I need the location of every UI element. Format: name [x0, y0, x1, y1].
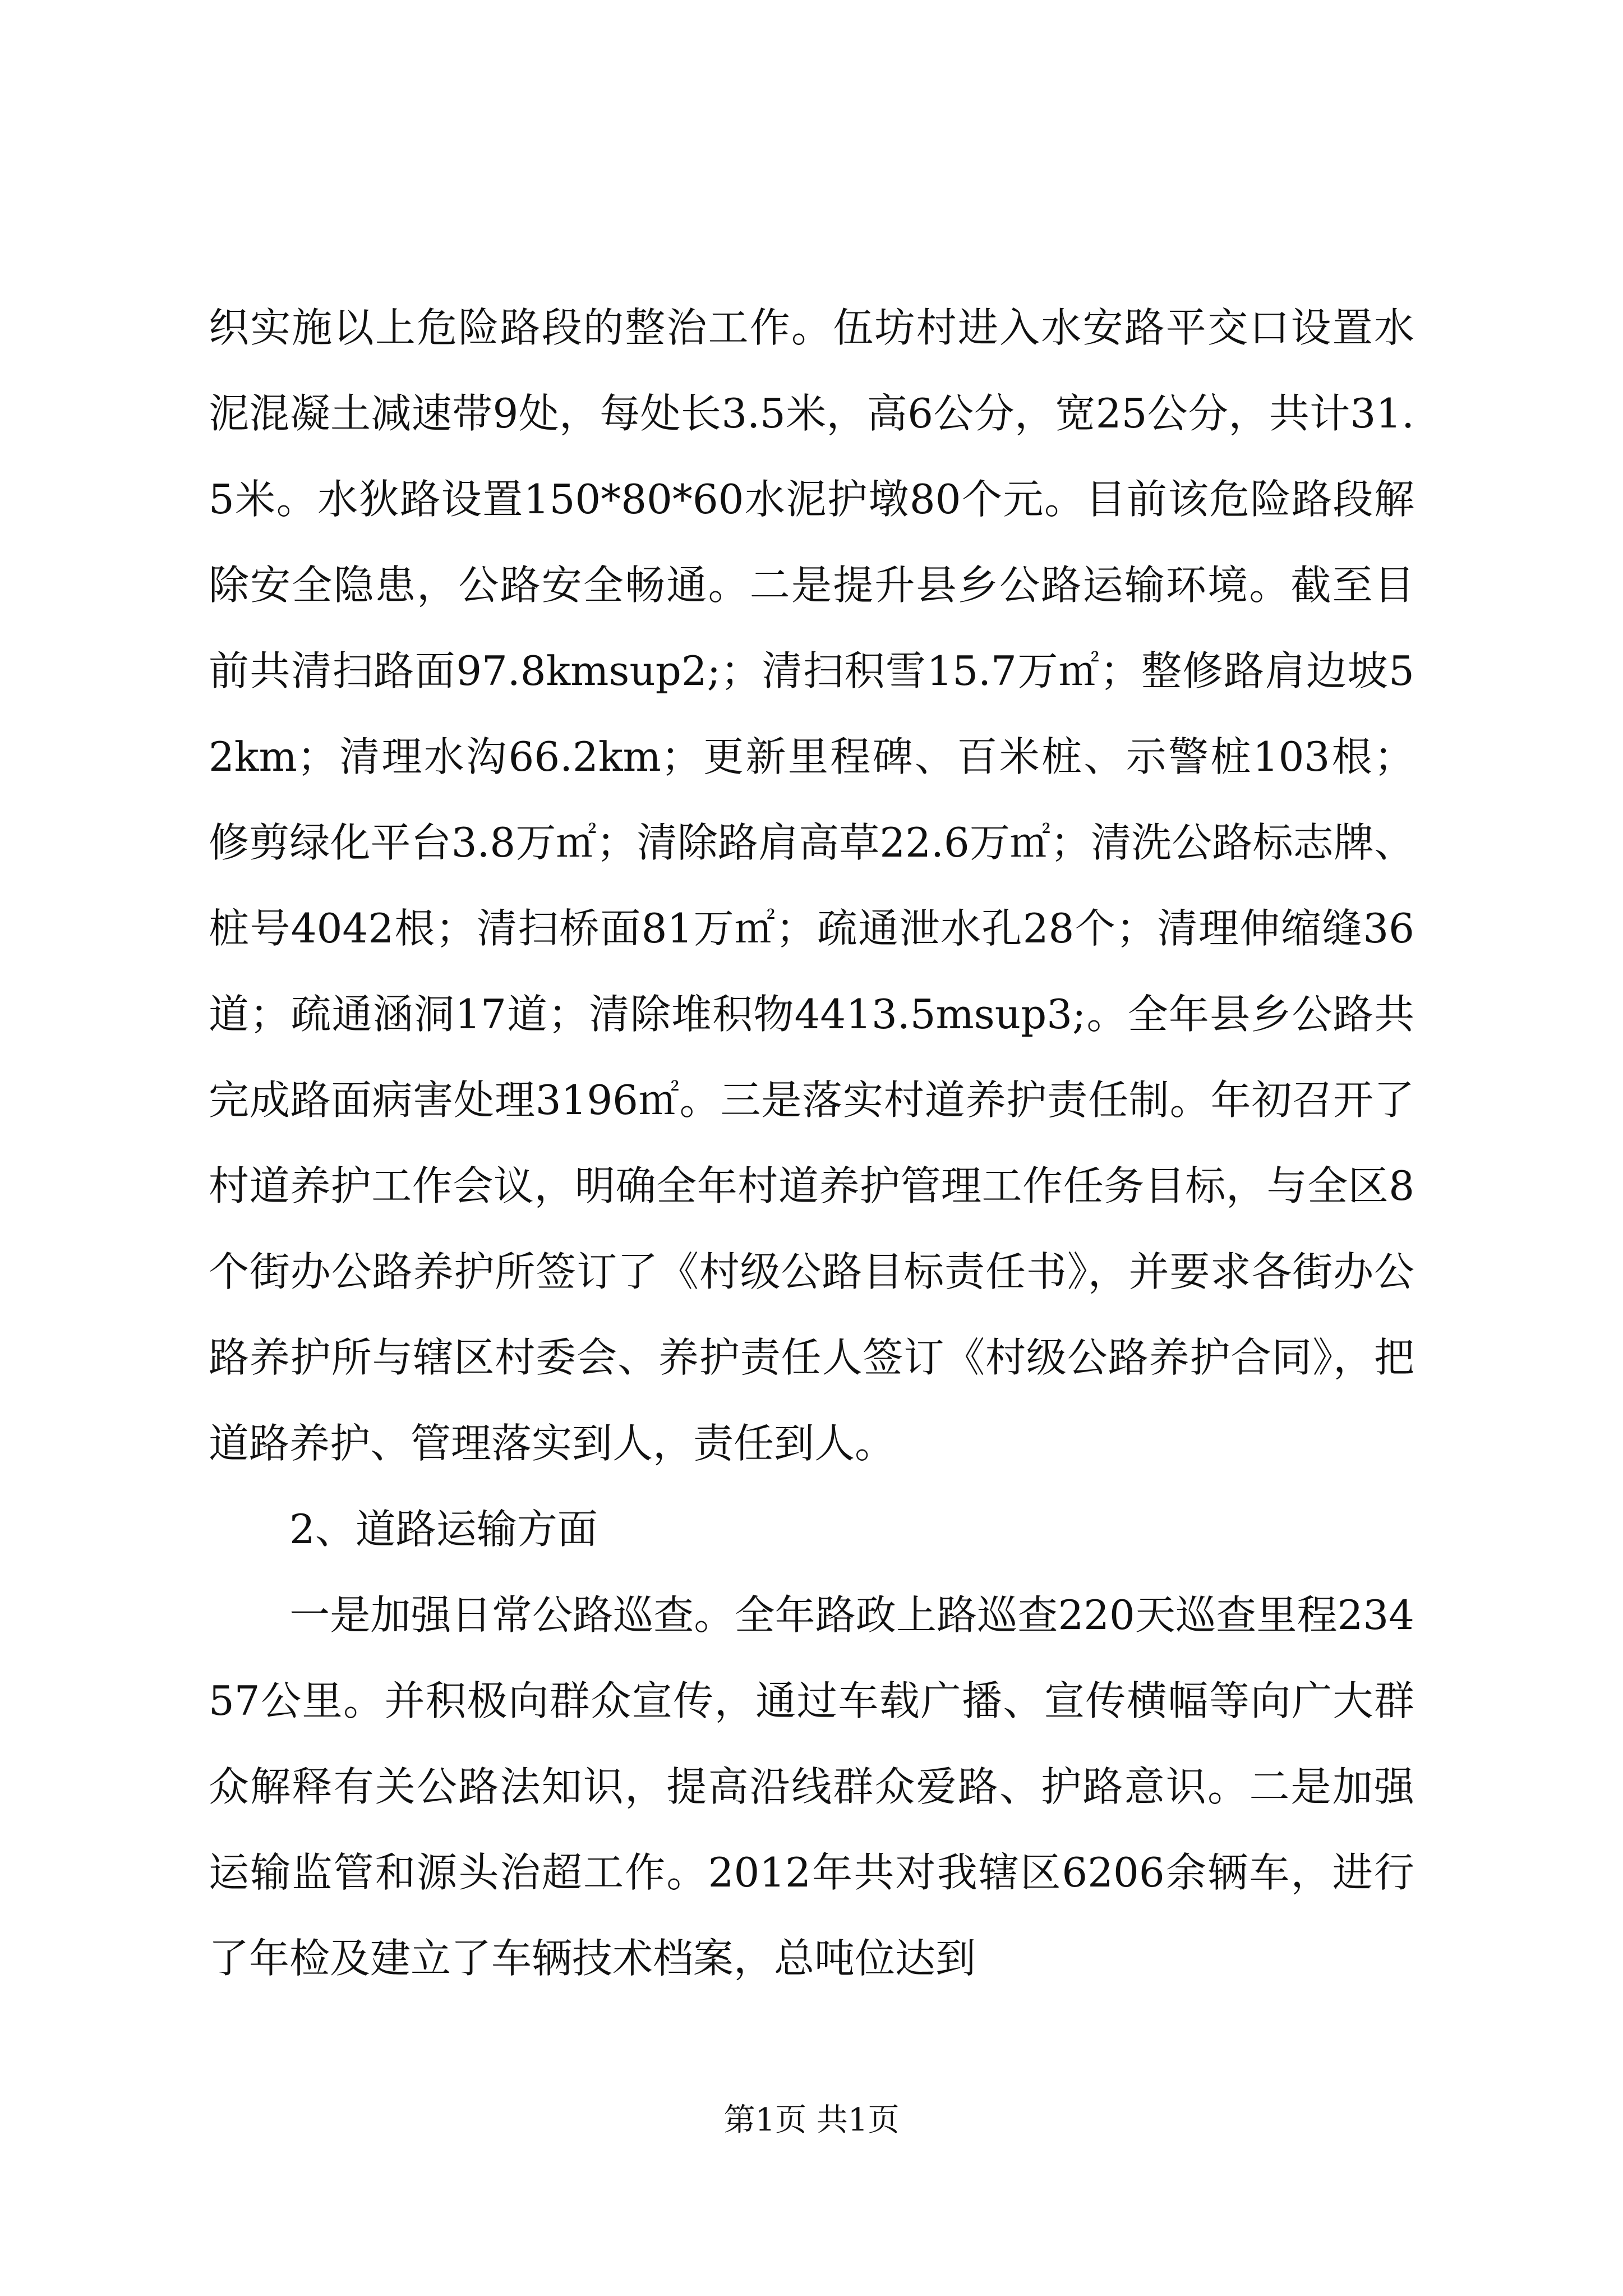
- body-paragraph: 织实施以上危险路段的整治工作。伍坊村进入水安路平交口设置水泥混凝土减速带9处，每处长3.5米，高6公分，宽25公分，共计31.5米。水狄路设置150*80*60水泥护墩80个元。目前该危险路段解除安全隐患，公路安全畅通。二是提升县乡公路运输环境。截至目前共清扫路面97.8kmsup2;；清扫积雪15.7万㎡；整修路肩边坡52km；清理水沟66.2km；更新里程碑、百米桩、示警桩103根；修剪绿化平台3.8万㎡；清除路肩高草22.6万㎡；清洗公路标志牌、桩号4042根；清扫桥面81万㎡；疏通泄水孔28个；清理伸缩缝36道；疏通涵洞17道；清除堆积物4413.5msup3;。全年县乡公路共完成路面病害处理3196㎡。三是落实村道养护责任制。年初召开了村道养护工作会议，明确全年村道养护管理工作任务目标，与全区8个街办公路养护所签订了《村级公路目标责任书》，并要求各街办公路养护所与辖区村委会、养护责任人签订《村级公路养护合同》，把道路养护、管理落实到人，责任到人。: [209, 304, 1414, 1467]
- section-heading: 2、道路运输方面: [209, 1506, 598, 1553]
- body-paragraph: 一是加强日常公路巡查。全年路政上路巡查220天巡查里程23457公里。并积极向群众宣传，通过车载广播、宣传横幅等向广大群众解释有关公路法知识，提高沿线群众爱路、护路意识。二是加强运输监管和源头治超工作。2012年共对我辖区6206余辆车，进行了年检及建立了车辆技术档案，总吨位达到: [209, 1591, 1414, 1982]
- document-body: [209, 285, 1414, 2001]
- page-number-footer: 第1页 共1页: [723, 2102, 900, 2138]
